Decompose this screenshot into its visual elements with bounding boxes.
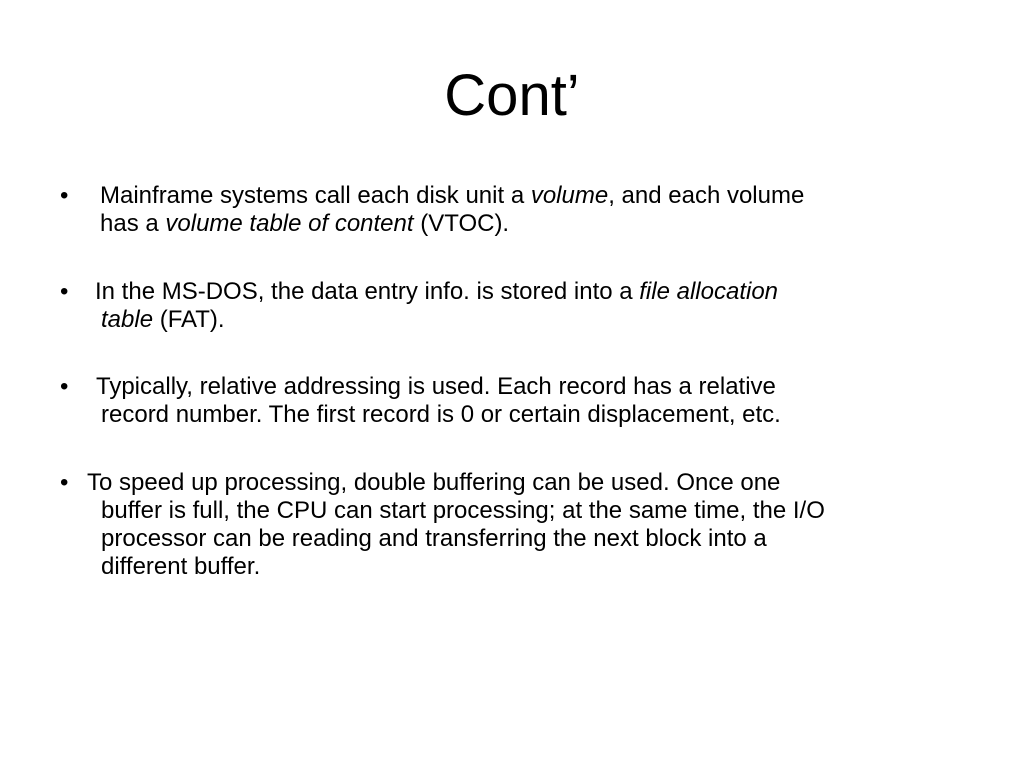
bullet-marker: • [60,469,69,496]
bullet-line [95,278,778,306]
text-run-italic: table [101,306,154,333]
bullet-line: different buffer. [101,553,261,580]
bullet-line [100,210,509,238]
bullet-marker: • [60,373,69,400]
bullet-line: record number. The first record is 0 or certain displacement, etc. [101,401,781,428]
text-run: has a [100,210,166,237]
text-run: In the MS-DOS, the data entry info. is stored into a [95,278,640,305]
text-run-italic: volume [530,182,609,209]
slide-title: Cont’ [444,63,580,128]
text-run-italic: volume table of content [165,210,414,237]
bullet-line [101,306,225,334]
bullet-marker: • [60,182,69,209]
bullet-marker: • [60,278,69,305]
bullet-line: Typically, relative addressing is used. Each record has a relative [96,373,776,400]
bullet-line: processor can be reading and transferring the next block into a [101,525,767,552]
bullet-line: buffer is full, the CPU can start processing; at the same time, the I/O [101,497,825,524]
text-run: Mainframe systems call each disk unit a [100,182,531,209]
text-run-italic: file allocation [639,278,779,305]
bullet-line: To speed up processing, double buffering can be used. Once one [87,469,781,496]
text-run: (VTOC). [413,210,510,237]
bullet-line [100,182,804,210]
text-run: , and each volume [608,182,805,209]
text-run: (FAT). [153,306,225,333]
